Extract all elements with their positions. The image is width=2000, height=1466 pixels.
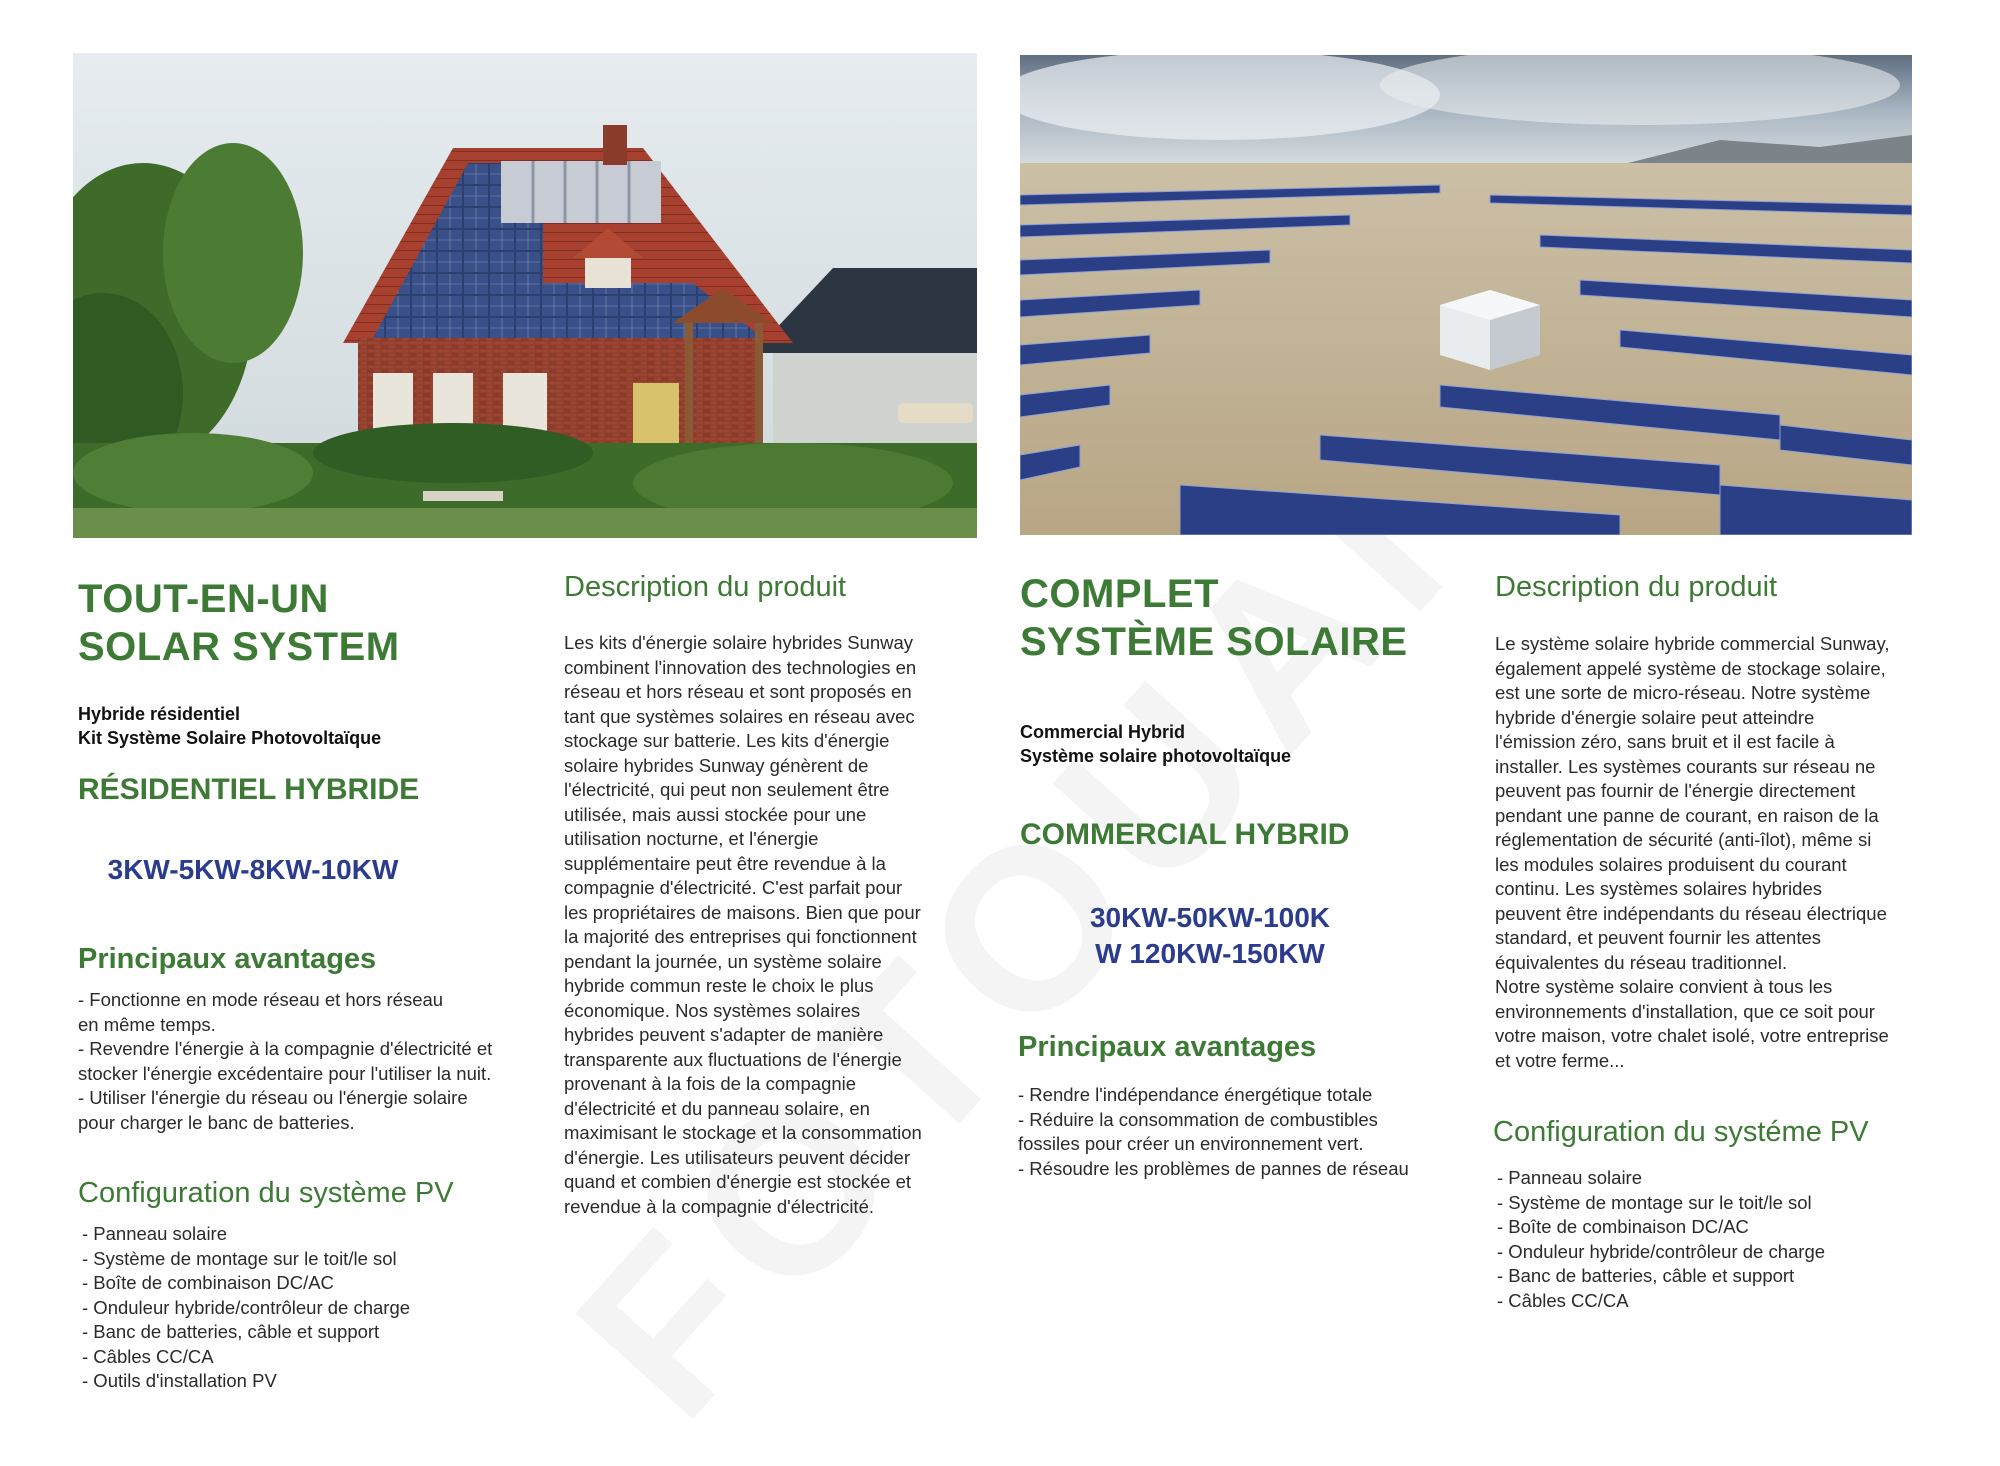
list-item: - Réduire la consommation de combustibles bbox=[1018, 1108, 1378, 1130]
text-line: utilisation nocturne, et l'énergie bbox=[564, 828, 819, 849]
left-subtitle-line2: Kit Système Solaire Photovoltaïque bbox=[78, 728, 382, 748]
left-description bbox=[564, 631, 984, 1219]
text-line: installer. Les systèmes courants sur réseau ne bbox=[1495, 755, 1876, 777]
list-item: - Banc de batteries, câble et support bbox=[82, 1321, 380, 1342]
list-item: - Onduleur hybride/contrôleur de charge bbox=[82, 1296, 411, 1318]
left-advantages-title: Principaux avantages bbox=[78, 943, 377, 975]
right-power-range-line2: W 120KW-150KW bbox=[1095, 938, 1325, 969]
text-line: également appelé système de stockage solaire, bbox=[1495, 657, 1886, 679]
text-line: environnements d'installation, que ce soit pour bbox=[1495, 1000, 1875, 1022]
text-line: Le système solaire hybride commercial Sunway, bbox=[1495, 633, 1890, 654]
list-item: - Boîte de combinaison DC/AC bbox=[82, 1272, 334, 1293]
text-line: les propriétaires de maisons. Bien que pour bbox=[564, 901, 921, 923]
text-line: stockage sur batterie. Les kits d'énergie bbox=[564, 730, 890, 751]
text-line: d'électricité et du panneau solaire, en bbox=[564, 1097, 870, 1119]
text-line: supplémentaire peut être revendue à la bbox=[564, 852, 886, 874]
right-subtitle-line1: Commercial Hybrid bbox=[1020, 722, 1186, 742]
text-line: équivalentes du réseau traditionnel. bbox=[1495, 951, 1788, 973]
text-line: peuvent être indépendants du réseau électrique bbox=[1495, 902, 1887, 924]
left-title-line2: SOLAR SYSTEM bbox=[78, 625, 400, 669]
text-line: Notre système solaire convient à tous les bbox=[1495, 976, 1833, 997]
right-title-line1: COMPLET bbox=[1020, 572, 1220, 616]
right-description-title: Description du produit bbox=[1495, 571, 1778, 603]
list-item: pour charger le banc de batteries. bbox=[78, 1111, 355, 1133]
right-power-range-line1: 30KW-50KW-100K bbox=[1089, 902, 1331, 933]
left-config-title: Configuration du système PV bbox=[78, 1177, 454, 1209]
text-line: d'énergie. Les utilisateurs peuvent décider bbox=[564, 1146, 910, 1168]
text-line: hybride commun reste le choix le plus bbox=[564, 975, 874, 996]
text-line: utilisée, mais aussi stockée pour une bbox=[564, 803, 867, 825]
right-power-range bbox=[1050, 900, 1370, 972]
text-line: est une sorte de micro-réseau. Notre système bbox=[1495, 682, 1871, 703]
text-line: et votre ferme... bbox=[1495, 1049, 1625, 1071]
list-item: - Rendre l'indépendance énergétique totale bbox=[1018, 1084, 1373, 1105]
list-item: - Onduleur hybride/contrôleur de charge bbox=[1497, 1240, 1826, 1262]
text-line: tant que systèmes solaires en réseau avec bbox=[564, 705, 915, 727]
text-line: l'émission zéro, sans bruit et il est facile à bbox=[1495, 731, 1835, 752]
list-item: stocker l'énergie excédentaire pour l'utiliser la nuit. bbox=[78, 1062, 492, 1084]
text-line: peuvent pas fournir de l'énergie directement bbox=[1495, 780, 1856, 801]
text-line: votre maison, votre chalet isolé, votre entreprise bbox=[1495, 1025, 1889, 1046]
right-config-title: Configuration du systéme PV bbox=[1493, 1116, 1869, 1148]
list-item: - Utiliser l'énergie du réseau ou l'énergie solaire bbox=[78, 1087, 468, 1108]
right-subtitle bbox=[1020, 720, 1460, 768]
left-subtitle-line1: Hybride résidentiel bbox=[78, 704, 241, 724]
right-title bbox=[1020, 570, 1460, 666]
text-line: revendue à la compagnie d'électricité. bbox=[564, 1195, 874, 1217]
list-item: - Câbles CC/CA bbox=[1497, 1289, 1629, 1311]
left-title bbox=[78, 575, 518, 671]
text-line: maximisant le stockage et la consommation bbox=[564, 1122, 922, 1143]
right-config-list bbox=[1497, 1166, 1937, 1313]
text-line: solaire hybrides Sunway génèrent de bbox=[564, 754, 869, 776]
text-line: pendant la journée, un système solaire bbox=[564, 950, 882, 972]
text-line: provenant à la fois de la compagnie bbox=[564, 1073, 857, 1094]
left-subtitle bbox=[78, 702, 518, 750]
list-item: fossiles pour créer un environnement vert. bbox=[1018, 1133, 1364, 1154]
list-item: - Outils d'installation PV bbox=[82, 1370, 277, 1391]
left-power-range: 3KW-5KW-8KW-10KW bbox=[107, 854, 399, 885]
text-line: la majorité des entreprises qui fonctionnent bbox=[564, 926, 917, 947]
left-advantages-list bbox=[78, 988, 548, 1135]
list-item: - Revendre l'énergie à la compagnie d'électricité et bbox=[78, 1038, 493, 1059]
text-line: hybrides peuvent s'adapter de manière bbox=[564, 1024, 884, 1045]
text-line: transparente aux fluctuations de l'énergie bbox=[564, 1048, 902, 1070]
right-advantages-title: Principaux avantages bbox=[1018, 1031, 1317, 1063]
text-line: l'électricité, qui peut non seulement être bbox=[564, 779, 890, 800]
list-item: - Câbles CC/CA bbox=[82, 1345, 214, 1367]
text-line: compagnie d'électricité. C'est parfait pour bbox=[564, 877, 903, 898]
list-item: - Fonctionne en mode réseau et hors réseau bbox=[78, 989, 444, 1010]
text-line: les modules solaires produisent du courant bbox=[1495, 853, 1847, 875]
left-title-line1: TOUT-EN-UN bbox=[78, 577, 329, 621]
text-line: continu. Les systèmes solaires hybrides bbox=[1495, 878, 1822, 899]
list-item: - Résoudre les problèmes de pannes de réseau bbox=[1018, 1157, 1409, 1179]
text-line: quand et combien d'énergie est stockée et bbox=[564, 1171, 912, 1192]
right-title-line2: SYSTÈME SOLAIRE bbox=[1020, 620, 1408, 664]
list-item: - Système de montage sur le toit/le sol bbox=[82, 1247, 397, 1269]
right-subtitle-line2: Système solaire photovoltaïque bbox=[1020, 746, 1292, 766]
text-line: Les kits d'énergie solaire hybrides Sunway bbox=[564, 632, 914, 653]
text-line: économique. Nos systèmes solaires bbox=[564, 999, 861, 1021]
residential-house-photo bbox=[73, 53, 977, 538]
left-description-title: Description du produit bbox=[564, 571, 847, 603]
left-hybrid-label: RÉSIDENTIEL HYBRIDE bbox=[78, 773, 420, 806]
list-item: - Banc de batteries, câble et support bbox=[1497, 1265, 1795, 1286]
right-hybrid-label: COMMERCIAL HYBRID bbox=[1020, 818, 1350, 851]
list-item: - Système de montage sur le toit/le sol bbox=[1497, 1191, 1812, 1213]
text-line: pendant une panne de courant, en raison de la bbox=[1495, 804, 1879, 826]
list-item: - Boîte de combinaison DC/AC bbox=[1497, 1216, 1749, 1237]
text-line: hybride d'énergie solaire peut atteindre bbox=[1495, 706, 1815, 728]
text-line: réglementation de sécurité (anti-îlot), même si bbox=[1495, 829, 1872, 850]
text-line: combinent l'innovation des technologies en bbox=[564, 656, 917, 678]
list-item: - Panneau solaire bbox=[82, 1223, 228, 1244]
list-item: - Panneau solaire bbox=[1497, 1167, 1643, 1188]
right-description bbox=[1495, 632, 1935, 1073]
solar-farm-photo bbox=[1020, 55, 1912, 535]
text-line: réseau et hors réseau et sont proposés en bbox=[564, 681, 912, 702]
left-config-list bbox=[82, 1222, 542, 1394]
list-item: en même temps. bbox=[78, 1013, 216, 1035]
right-advantages-list bbox=[1018, 1083, 1478, 1181]
text-line: standard, et peuvent fournir les attentes bbox=[1495, 927, 1822, 948]
